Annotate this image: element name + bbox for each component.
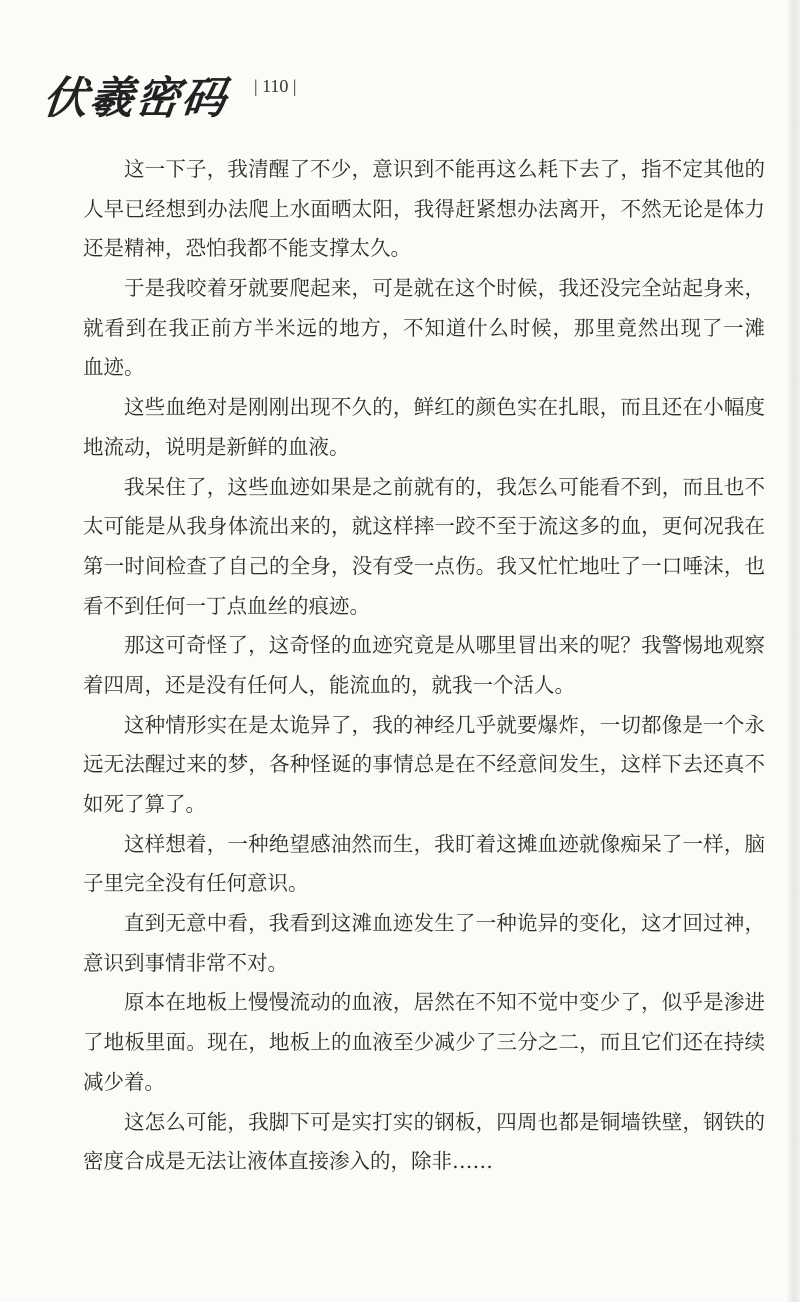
text-line: 减少着。 bbox=[83, 1069, 165, 1094]
page-edge-shadow bbox=[786, 0, 800, 1302]
text-line: 这一下子，我清醒了不少，意识到不能再这么耗下去了，指不定其他的 bbox=[124, 157, 765, 181]
text-line: 着四周，还是没有任何人，能流血的，就我一个活人。 bbox=[83, 672, 575, 697]
text-line: 这种情形实在是太诡异了，我的神经几乎就要爆炸，一切都像是一个永 bbox=[124, 712, 765, 737]
paragraph bbox=[83, 904, 765, 983]
paragraph bbox=[83, 468, 765, 627]
text-line: 于是我咬着牙就要爬起来，可是就在这个时候，我还没完全站起身来， bbox=[124, 276, 765, 301]
paragraph bbox=[83, 1103, 765, 1182]
text-line: 我呆住了，这些血迹如果是之前就有的，我怎么可能看不到，而且也不 bbox=[124, 474, 765, 499]
paragraph bbox=[83, 388, 765, 467]
paragraph bbox=[83, 269, 765, 388]
text-line: 原本在地板上慢慢流动的血液，居然在不知不觉中变少了，似乎是渗进 bbox=[124, 990, 765, 1015]
text-line: 这样想着，一种绝望感油然而生，我盯着这摊血迹就像痴呆了一样，脑 bbox=[124, 831, 765, 856]
paragraph bbox=[83, 983, 765, 1102]
text-line: 太可能是从我身体流出来的，就这样摔一跤不至于流这多的血，更何况我在 bbox=[83, 514, 765, 539]
text-line: 血迹。 bbox=[83, 355, 145, 380]
paragraph bbox=[83, 825, 765, 904]
text-line: 子里完全没有任何意识。 bbox=[83, 871, 309, 896]
text-line: 就看到在我正前方半米远的地方，不知道什么时候，那里竟然出现了一滩 bbox=[83, 315, 765, 340]
text-line: 如死了算了。 bbox=[83, 792, 206, 816]
text-line: 这些血绝对是刚刚出现不久的，鲜红的颜色实在扎眼，而且还在小幅度 bbox=[124, 395, 765, 420]
paragraph bbox=[83, 626, 765, 705]
paragraph bbox=[83, 150, 765, 269]
text-line: 那这可奇怪了，这奇怪的血迹究竟是从哪里冒出来的呢？我警惕地观察 bbox=[124, 633, 765, 658]
text-line: 人早已经想到办法爬上水面晒太阳，我得赶紧想办法离开，不然无论是体力 bbox=[83, 196, 765, 221]
text-line: 意识到事情非常不对。 bbox=[83, 950, 288, 975]
text-line: 这怎么可能，我脚下可是实打实的钢板，四周也都是铜墙铁壁，钢铁的 bbox=[124, 1109, 765, 1134]
page-body bbox=[83, 150, 765, 1182]
page-number: | 110 | bbox=[254, 76, 297, 96]
text-line: 了地板里面。现在，地板上的血液至少减少了三分之二，而且它们还在持续 bbox=[83, 1030, 765, 1055]
text-line: 直到无意中看，我看到这滩血迹发生了一种诡异的变化，这才回过神， bbox=[124, 911, 765, 936]
text-line: 地流动，说明是新鲜的血液。 bbox=[83, 434, 350, 459]
book-title: 伏羲密码 bbox=[40, 73, 231, 124]
text-line: 看不到任何一丁点血丝的痕迹。 bbox=[83, 593, 370, 618]
paragraph bbox=[83, 706, 765, 825]
text-line: 还是精神，恐怕我都不能支撑太久。 bbox=[83, 236, 411, 261]
text-line: 密度合成是无法让液体直接渗入的，除非…… bbox=[83, 1149, 493, 1174]
text-line: 远无法醒过来的梦，各种怪诞的事情总是在不经意间发生，这样下去还真不 bbox=[83, 752, 765, 777]
text-line: 第一时间检查了自己的全身，没有受一点伤。我又忙忙地吐了一口唾沫，也 bbox=[83, 553, 765, 578]
